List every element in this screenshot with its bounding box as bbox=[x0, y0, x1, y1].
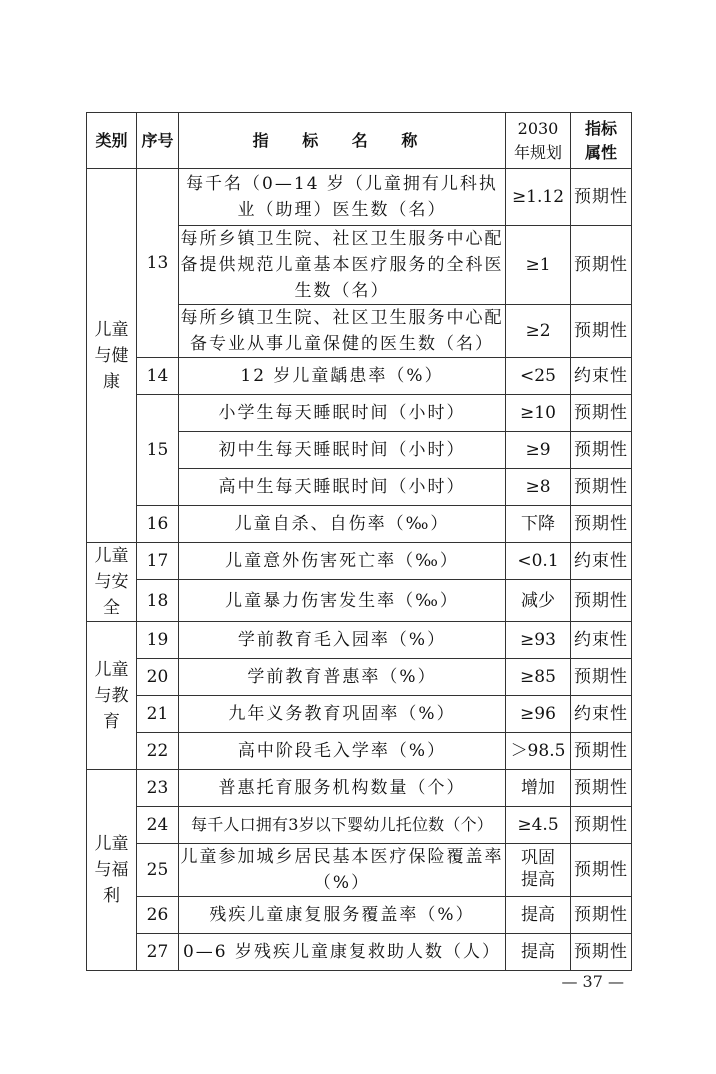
target-value: ≥4.5 bbox=[506, 807, 571, 844]
indicator-name: 每所乡镇卫生院、社区卫生服务中心配备提供规范儿童基本医疗服务的全科医生数（名） bbox=[179, 226, 506, 305]
target-value: 下降 bbox=[506, 506, 571, 543]
table-row bbox=[87, 807, 632, 844]
table-row bbox=[87, 934, 632, 971]
target-value: 提高 bbox=[506, 934, 571, 971]
table-row bbox=[87, 622, 632, 659]
target-value: ≥9 bbox=[506, 432, 571, 469]
seq-cell: 24 bbox=[137, 807, 179, 844]
table-row bbox=[87, 506, 632, 543]
indicator-attr: 预期性 bbox=[571, 807, 632, 844]
target-value: ≥96 bbox=[506, 696, 571, 733]
table-row bbox=[87, 897, 632, 934]
seq-cell: 18 bbox=[137, 580, 179, 622]
table-row bbox=[87, 770, 632, 807]
target-value: ≥1 bbox=[506, 226, 571, 305]
indicator-name: 小学生每天睡眠时间（小时） bbox=[179, 395, 506, 432]
target-value: ＞98.5 bbox=[506, 733, 571, 770]
seq-cell: 21 bbox=[137, 696, 179, 733]
indicator-attr: 预期性 bbox=[571, 226, 632, 305]
indicator-attr: 预期性 bbox=[571, 506, 632, 543]
category-education: 儿童 与教 育 bbox=[87, 622, 137, 770]
indicator-attr: 约束性 bbox=[571, 543, 632, 580]
table-row bbox=[87, 580, 632, 622]
indicator-table bbox=[86, 112, 632, 971]
header-target bbox=[506, 113, 571, 169]
indicator-name: 儿童暴力伤害发生率（‰） bbox=[179, 580, 506, 622]
table-row bbox=[87, 395, 632, 432]
indicator-name: 九年义务教育巩固率（%） bbox=[179, 696, 506, 733]
indicator-attr: 预期性 bbox=[571, 432, 632, 469]
table-header-row bbox=[87, 113, 632, 169]
category-welfare: 儿童 与福 利 bbox=[87, 770, 137, 971]
table-row bbox=[87, 696, 632, 733]
indicator-attr: 约束性 bbox=[571, 358, 632, 395]
category-safety: 儿童 与安 全 bbox=[87, 543, 137, 622]
seq-cell: 13 bbox=[137, 169, 179, 358]
indicator-attr: 预期性 bbox=[571, 305, 632, 358]
indicator-name: 每千名（0—14 岁（儿童拥有儿科执业（助理）医生数（名） bbox=[179, 169, 506, 226]
indicator-name: 高中生每天睡眠时间（小时） bbox=[179, 469, 506, 506]
target-value: <0.1 bbox=[506, 543, 571, 580]
table-row bbox=[87, 358, 632, 395]
target-value: ≥2 bbox=[506, 305, 571, 358]
seq-cell: 23 bbox=[137, 770, 179, 807]
header-seq: 序号 bbox=[137, 113, 179, 169]
table-row bbox=[87, 733, 632, 770]
table-row bbox=[87, 844, 632, 897]
indicator-attr: 预期性 bbox=[571, 469, 632, 506]
header-name: 指 标 名 称 bbox=[179, 113, 506, 169]
target-value: 增加 bbox=[506, 770, 571, 807]
target-value: ≥93 bbox=[506, 622, 571, 659]
seq-cell: 26 bbox=[137, 897, 179, 934]
indicator-attr: 预期性 bbox=[571, 934, 632, 971]
table-row bbox=[87, 659, 632, 696]
indicator-name: 每所乡镇卫生院、社区卫生服务中心配备专业从事儿童保健的医生数（名） bbox=[179, 305, 506, 358]
seq-cell: 22 bbox=[137, 733, 179, 770]
indicator-name: 普惠托育服务机构数量（个） bbox=[179, 770, 506, 807]
indicator-attr: 预期性 bbox=[571, 733, 632, 770]
indicator-attr: 约束性 bbox=[571, 696, 632, 733]
seq-cell: 17 bbox=[137, 543, 179, 580]
indicator-attr: 预期性 bbox=[571, 580, 632, 622]
header-target-text: 2030 年规划 bbox=[513, 118, 562, 162]
indicator-name: 每千人口拥有3岁以下婴幼儿托位数（个） bbox=[179, 807, 506, 844]
seq-cell: 25 bbox=[137, 844, 179, 897]
indicator-attr: 预期性 bbox=[571, 169, 632, 226]
header-attr-text: 指标属性 bbox=[584, 118, 617, 162]
page-number: — 37 — bbox=[561, 972, 624, 991]
indicator-attr: 预期性 bbox=[571, 395, 632, 432]
header-category: 类别 bbox=[87, 113, 137, 169]
indicator-name: 12 岁儿童龋患率（%） bbox=[179, 358, 506, 395]
seq-cell: 15 bbox=[137, 395, 179, 506]
table-row bbox=[87, 169, 632, 226]
indicator-name: 儿童参加城乡居民基本医疗保险覆盖率（%） bbox=[179, 844, 506, 897]
indicator-name: 儿童自杀、自伤率（‰） bbox=[179, 506, 506, 543]
indicator-name: 0—6 岁残疾儿童康复救助人数（人） bbox=[179, 934, 506, 971]
indicator-name: 儿童意外伤害死亡率（‰） bbox=[179, 543, 506, 580]
indicator-name: 初中生每天睡眠时间（小时） bbox=[179, 432, 506, 469]
category-health: 儿童 与健 康 bbox=[87, 169, 137, 543]
seq-cell: 14 bbox=[137, 358, 179, 395]
target-value bbox=[506, 844, 571, 897]
target-value: ≥1.12 bbox=[506, 169, 571, 226]
target-value: ≥10 bbox=[506, 395, 571, 432]
target-value: ≥85 bbox=[506, 659, 571, 696]
indicator-name: 学前教育普惠率（%） bbox=[179, 659, 506, 696]
indicator-attr: 预期性 bbox=[571, 844, 632, 897]
indicator-attr: 预期性 bbox=[571, 770, 632, 807]
target-value: 减少 bbox=[506, 580, 571, 622]
seq-cell: 19 bbox=[137, 622, 179, 659]
seq-cell: 16 bbox=[137, 506, 179, 543]
indicator-name: 残疾儿童康复服务覆盖率（%） bbox=[179, 897, 506, 934]
target-value: ≥8 bbox=[506, 469, 571, 506]
table-row bbox=[87, 543, 632, 580]
target-value: <25 bbox=[506, 358, 571, 395]
indicator-name: 学前教育毛入园率（%） bbox=[179, 622, 506, 659]
indicator-attr: 约束性 bbox=[571, 622, 632, 659]
seq-cell: 20 bbox=[137, 659, 179, 696]
seq-cell: 27 bbox=[137, 934, 179, 971]
header-attr bbox=[571, 113, 632, 169]
indicator-name: 高中阶段毛入学率（%） bbox=[179, 733, 506, 770]
target-value: 提高 bbox=[506, 897, 571, 934]
target-value-text: 巩固提高 bbox=[521, 848, 555, 890]
indicator-attr: 预期性 bbox=[571, 659, 632, 696]
indicator-attr: 预期性 bbox=[571, 897, 632, 934]
